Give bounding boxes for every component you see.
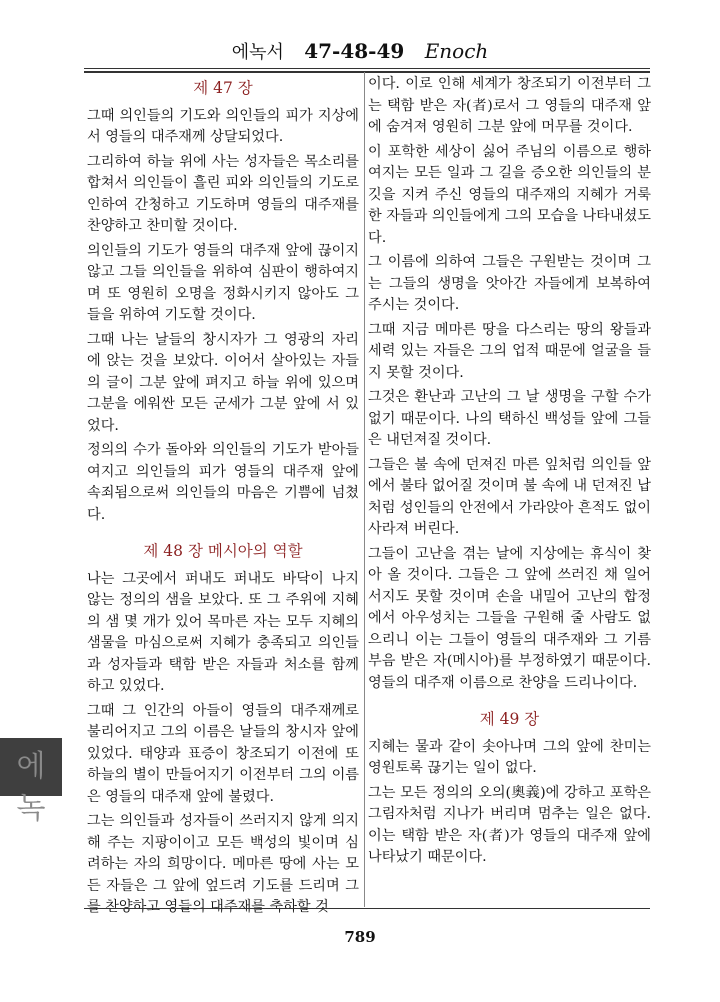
column-divider bbox=[364, 72, 365, 907]
chapter-range: 47-48-49 bbox=[304, 39, 405, 63]
paragraph: 그 이름에 의하여 그들은 구원받는 것이며 그는 그들의 생명을 앗아간 자들에게 보복하여 주시는 것이다. bbox=[368, 254, 651, 313]
header-rule-thick bbox=[84, 71, 650, 73]
right-column bbox=[368, 74, 651, 872]
book-title-english: Enoch bbox=[424, 39, 489, 63]
book-title: 에녹서 bbox=[231, 42, 284, 63]
side-tab-label: 에녹 bbox=[16, 749, 46, 826]
left-column bbox=[87, 74, 359, 922]
paragraph: 이 포학한 세상이 싫어 주님의 이름으로 행하여지는 모든 일과 그 길을 증오한 의인들의 분깃을 지켜 주신 영들의 대주재의 지혜가 거룩한 자들과 의인들에게 그의 모습을 나타내셨도다. bbox=[368, 143, 651, 246]
paragraph: 그는 의인들과 성자들이 쓰러지지 않게 의지해 주는 지팡이이고 모든 백성의 빛이며 심려하는 자의 희망이다. 메마른 땅에 사는 모든 자들은 그 앞에 엎드려 기도를 드리며 그를 찬양하고 영들의 대주재를 축하할 것 bbox=[87, 813, 359, 915]
paragraph: 이다. 이로 인해 세계가 창조되기 이전부터 그는 택함 받은 자(者)로서 그 영들의 대주재 앞에 숨겨져 영원히 그분 앞에 머무를 것이다. bbox=[368, 76, 651, 135]
paragraph: 의인들의 기도가 영들의 대주재 앞에 끊이지 않고 그들 의인들을 위하여 심판이 행하여지며 또 영원히 오명을 정화시키지 않아도 그들을 위하여 기도할 것이다. bbox=[87, 242, 359, 323]
paragraph: 정의의 수가 돌아와 의인들의 기도가 받아들여지고 의인들의 피가 영들의 대주재 앞에 속죄됨으로써 의인들의 마음은 기쁨에 넘쳤다. bbox=[87, 442, 359, 523]
paragraph: 지혜는 물과 같이 솟아나며 그의 앞에 찬미는 영원토록 끊기는 일이 없다. bbox=[368, 738, 651, 776]
paragraph: 그들은 불 속에 던져진 마른 잎처럼 의인들 앞에서 불타 없어질 것이며 불 속에 내 던져진 납처럼 성인들의 안전에서 가라앉아 흔적도 없이 사라져 버린다. bbox=[368, 456, 651, 537]
chapter-47-heading: 제 47 장 bbox=[193, 79, 253, 97]
paragraph: 그들이 고난을 겪는 날에 지상에는 휴식이 찾아 올 것이다. 그들은 그 앞에 쓰러진 채 일어서지도 못할 것이며 손을 내밀어 고난의 합정에서 아우성치는 그들을 구원해 줄 사람도 없으리니 이는 그들이 영들의 대주재와 그 기름 부음 받은 자(메시아)를 부정하였기 때문이다. 영들의 대주재 이름으로 찬양을 드리나이다. bbox=[368, 545, 651, 691]
paragraph: 그리하여 하늘 위에 사는 성자들은 목소리를 합쳐서 의인들이 흘린 피와 의인들의 기도로 인하여 간청하고 기도하며 영들의 대주재를 찬양하고 찬미할 것이다. bbox=[87, 153, 359, 234]
paragraph: 그것은 환난과 고난의 그 날 생명을 구할 수가 없기 때문이다. 나의 택하신 백성들 앞에 그들은 내던져질 것이다. bbox=[368, 389, 651, 448]
paragraph: 그때 그 인간의 아들이 영들의 대주재께로 불리어지고 그의 이름은 날들의 창시자 앞에 있었다. 태양과 표증이 창조되기 이전에 또 하늘의 별이 만들어지기 이전부터 그의 이름은 영들의 대주재 앞에 불렸다. bbox=[87, 702, 359, 805]
chapter-48-heading: 제 48 장 메시아의 역할 bbox=[143, 542, 303, 560]
page-header bbox=[0, 38, 720, 64]
paragraph: 그때 나는 날들의 창시자가 그 영광의 자리에 앉는 것을 보았다. 이어서 살아있는 자들의 글이 그분 앞에 펴지고 하늘 위에 있으며 그분을 에워싼 모든 군세가 그분 앞에 서 있었다. bbox=[87, 331, 359, 434]
book-side-tab bbox=[0, 738, 62, 826]
paragraph: 그는 모든 정의의 오의(奧義)에 강하고 포학은 그림자처럼 지나가 버리며 멈추는 일은 없다. 이는 택함 받은 자(者)가 영들의 대주재 앞에 나타났기 때문이다. bbox=[368, 784, 651, 865]
chapter-49-heading: 제 49 장 bbox=[479, 710, 540, 728]
header-rule bbox=[84, 68, 650, 69]
footer-rule bbox=[84, 908, 650, 909]
paragraph: 나는 그곳에서 퍼내도 퍼내도 바닥이 나지 않는 정의의 샘을 보았다. 또 그 주위에 지혜의 샘 몇 개가 있어 목마른 자는 모두 지혜의 샘물을 마심으로써 지혜가 충족되고 의인들과 성자들과 택함 받은 자들과 처소를 함께 하고 있었다. bbox=[87, 570, 359, 694]
paragraph: 그때 의인들의 기도와 의인들의 피가 지상에서 영들의 대주재께 상달되었다. bbox=[87, 107, 359, 145]
paragraph: 그때 지금 메마른 땅을 다스리는 땅의 왕들과 세력 있는 자들은 그의 업적 때문에 얼굴을 들지 못할 것이다. bbox=[368, 321, 651, 381]
page-number: 789 bbox=[344, 928, 376, 946]
